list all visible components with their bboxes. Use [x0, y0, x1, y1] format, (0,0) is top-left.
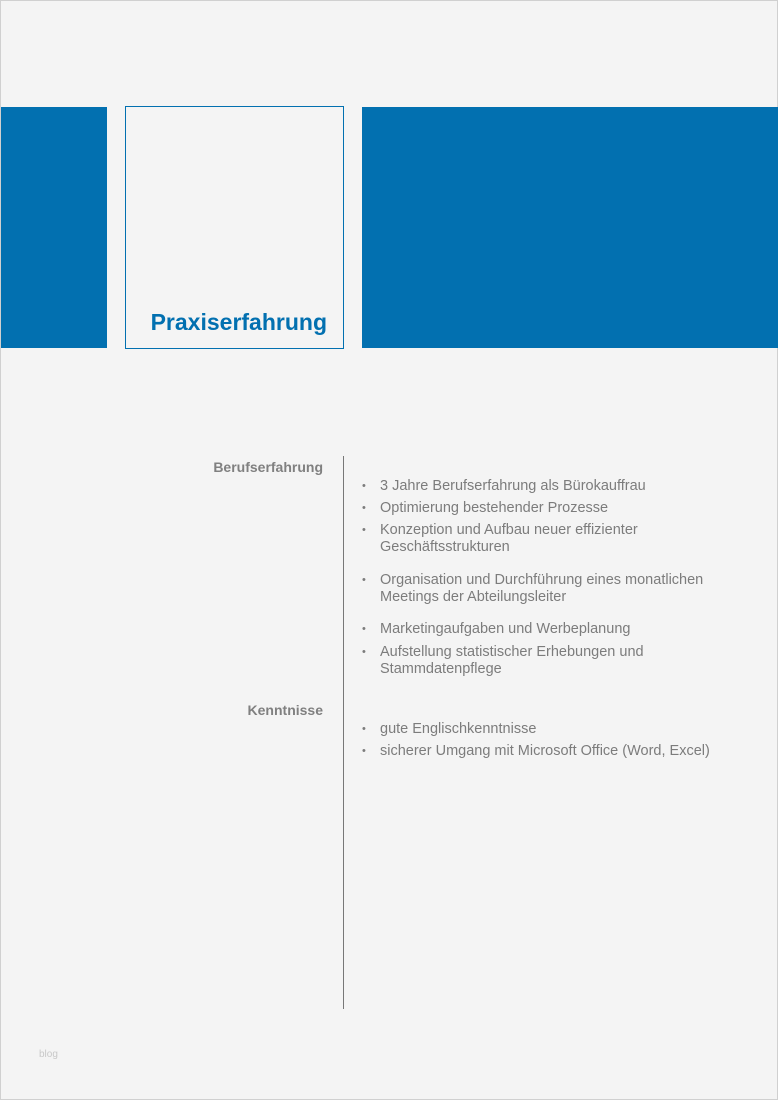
list-item	[362, 621, 742, 638]
item-text: Aufstellung statistischer Erhebungen und Stammdatenpflege	[380, 644, 644, 677]
bullet: •	[362, 623, 366, 635]
list-item	[362, 522, 662, 556]
bullet: •	[362, 502, 366, 514]
item-text: Optimierung bestehender Prozesse	[380, 500, 609, 516]
item-text: Marketingaufgaben und Werbeplanung	[380, 621, 631, 637]
item-text: Organisation und Durchführung eines monatlichen Meetings der Abteilungsleiter	[380, 572, 704, 605]
bullet: •	[362, 524, 366, 536]
bullet: •	[362, 745, 366, 757]
list-item	[362, 721, 742, 738]
bullet: •	[362, 480, 366, 492]
watermark: blog	[39, 1049, 58, 1060]
item-text: gute Englischkenntnisse	[380, 721, 537, 737]
list-item	[362, 500, 742, 517]
list-item	[362, 572, 712, 606]
bullet: •	[362, 723, 366, 735]
list-item	[362, 743, 762, 760]
item-text: sicherer Umgang mit Microsoft Office (Word, Excel)	[380, 743, 710, 759]
page-title: Praxiserfahrung	[150, 309, 327, 335]
item-text: Konzeption und Aufbau neuer effizienter Geschäftsstrukturen	[380, 522, 638, 555]
title-frame	[125, 106, 344, 349]
right-blue-band	[362, 107, 778, 348]
list-item	[362, 478, 742, 495]
list-item	[362, 644, 662, 678]
divider-line	[343, 456, 344, 1009]
section-label-kenntnisse: Kenntnisse	[247, 702, 323, 718]
bullet: •	[362, 574, 366, 586]
item-text: 3 Jahre Berufserfahrung als Bürokauffrau	[380, 478, 646, 494]
bullet: •	[362, 646, 366, 658]
section-label-berufserfahrung: Berufserfahrung	[213, 459, 323, 475]
left-blue-band	[1, 107, 107, 348]
